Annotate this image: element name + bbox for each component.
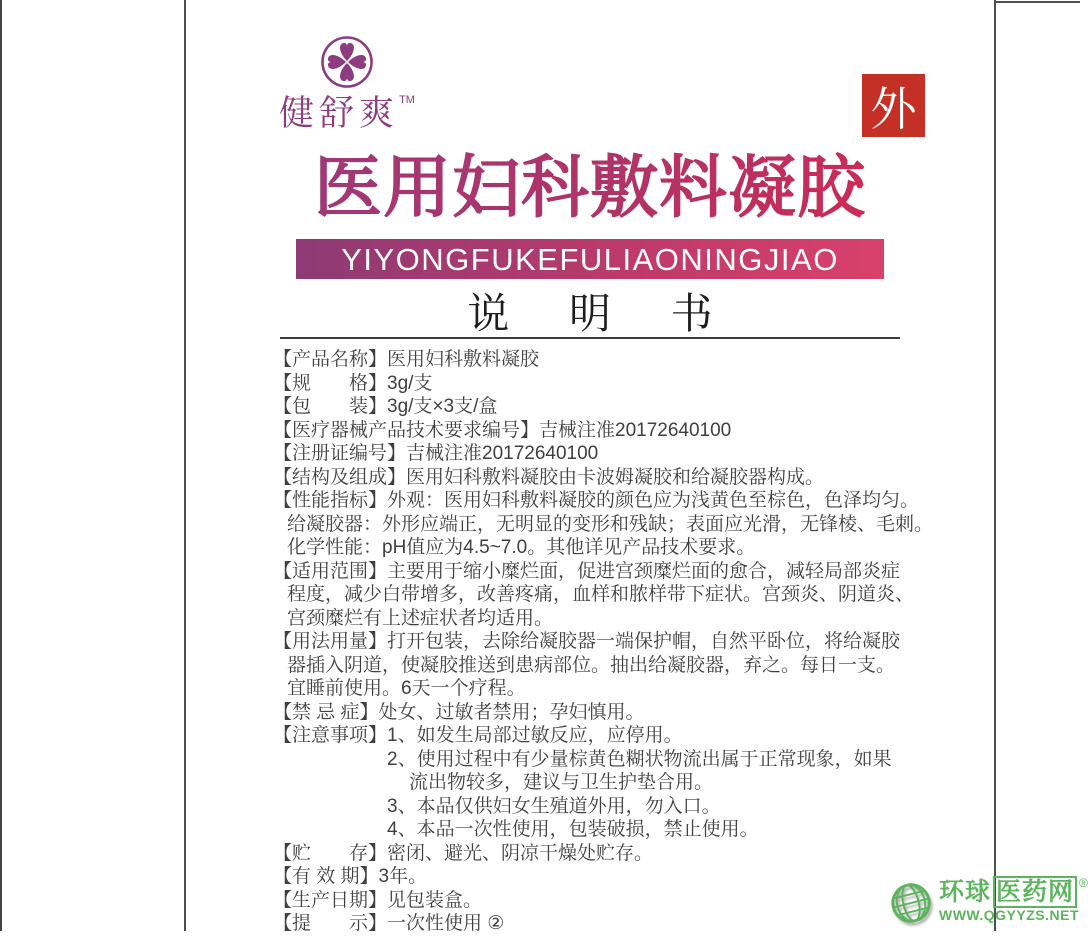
leaflet-text-line: 【规 格】3g/支 <box>273 372 433 394</box>
watermark-url: WWW.QGYYZS.NET <box>939 907 1079 923</box>
leaflet-text-line: 【用法用量】打开包装，去除给凝胶器一端保护帽，自然平卧位，将给凝胶 <box>273 631 901 652</box>
brand-logo <box>274 34 420 134</box>
leaflet-text-line: 程度，减少白带增多，改善疼痛，血样和脓样带下症状。宫颈炎、阴道炎、 <box>287 584 915 605</box>
clover-icon <box>319 34 375 90</box>
leaflet-text-line: 【性能指标】外观：医用妇科敷料凝胶的颜色应为浅黄色至棕色，色泽均匀。 <box>273 490 920 511</box>
pinyin-banner: YIYONGFUKEFULIAONINGJIAO <box>296 239 884 279</box>
leaflet-text-line: 宜睡前使用。6天一个疗程。 <box>287 678 526 699</box>
watermark-text <box>939 876 1088 923</box>
leaflet-text-line: 【禁 忌 症】处女、过敏者禁用；孕妇慎用。 <box>273 701 645 723</box>
leaflet-text-line: 3、本品仅供妇女生殖道外用，勿入口。 <box>387 795 721 817</box>
leaflet-text-line: 【生产日期】见包装盒。 <box>273 889 483 911</box>
globe-icon <box>888 880 934 926</box>
leaflet-text-line: 【注册证编号】吉械注准20172640100 <box>273 443 599 464</box>
watermark-site-name: 环球 医药网 <box>939 880 1077 905</box>
leaflet-text-line: 【结构及组成】医用妇科敷料凝胶由卡波姆凝胶和给凝胶器构成。 <box>273 466 825 488</box>
leaflet-text-line: 【产品名称】医用妇科敷料凝胶 <box>273 349 540 370</box>
leaflet-body <box>273 348 990 936</box>
leaflet-text-line: 【提 示】一次性使用 ② <box>273 913 505 934</box>
leaflet-text-line: 【医疗器械产品技术要求编号】吉械注准20172640100 <box>273 419 732 441</box>
leaflet-text-line: 【包 装】3g/支×3支/盒 <box>273 396 498 417</box>
leaflet-text-line: 流出物较多，建议与卫生护垫合用。 <box>409 772 714 793</box>
watermark <box>888 876 1088 926</box>
product-title: 医用妇科敷料凝胶 <box>186 148 994 230</box>
leaflet-text-line: 器插入阴道，使凝胶推送到患病部位。抽出给凝胶器，弃之。每日一支。 <box>287 654 896 676</box>
leaflet-page <box>184 0 996 934</box>
leaflet-text-line: 2、使用过程中有少量棕黄色糊状物流出属于正常现象，如果 <box>387 748 892 770</box>
leaflet-text-line: 【注意事项】1、如发生局部过敏反应，应停用。 <box>273 725 683 746</box>
registered-symbol: ® <box>1079 876 1088 890</box>
external-use-stamp: 外 <box>862 74 925 137</box>
leaflet-text-line: 【贮 存】密闭、避光、阴凉干燥处贮存。 <box>273 842 654 864</box>
leaflet-text-line: 化学性能：pH值应为4.5~7.0。其他详见产品技术要求。 <box>287 537 756 558</box>
adjacent-page-edge <box>0 0 2 931</box>
leaflet-text-line: 【有 效 期】3年。 <box>273 866 428 887</box>
leaflet-text-line: 宫颈糜烂有上述症状者均适用。 <box>287 607 554 629</box>
leaflet-text-line: 给凝胶器：外形应端正，无明显的变形和残缺；表面应光滑，无锋棱、毛刺。 <box>287 513 934 535</box>
leaflet-text-line: 4、本品一次性使用，包装破损，禁止使用。 <box>387 819 759 840</box>
heading-divider <box>280 337 900 339</box>
trademark-symbol: TM <box>399 94 415 106</box>
leaflet-text-line: 【适用范围】主要用于缩小糜烂面，促进宫颈糜烂面的愈合，减轻局部炎症 <box>273 560 901 582</box>
brand-name: 健舒爽™ <box>279 94 415 133</box>
document-type-heading: 说 明 书 <box>467 290 737 337</box>
